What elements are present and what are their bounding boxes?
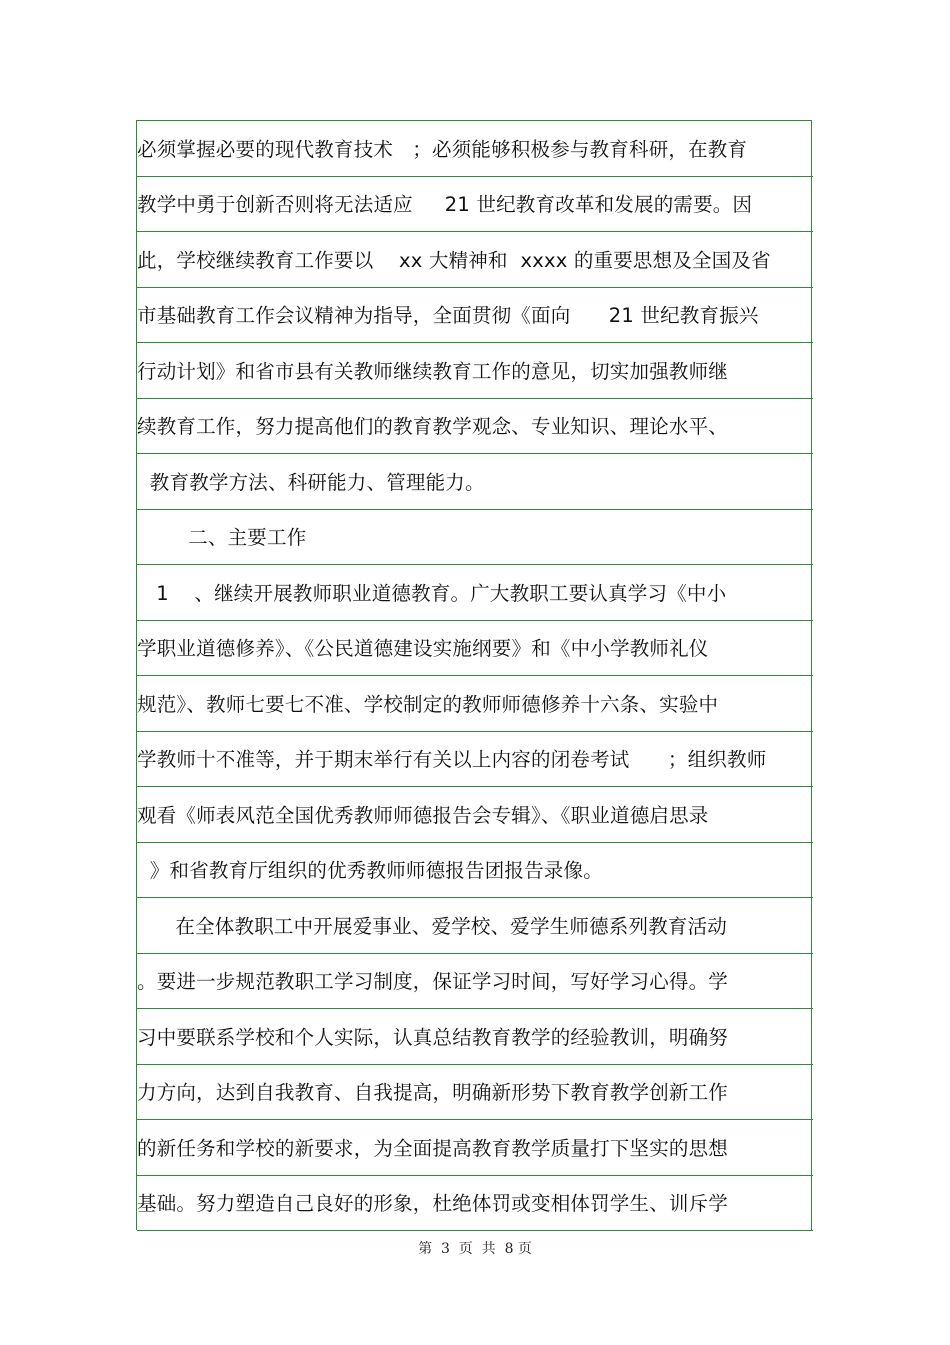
text-line-14 [137,843,813,899]
text-line-9 [137,565,813,621]
document-body [136,120,812,1230]
line-text: 习中要联系学校和个人实际，认真总结教育教学的经验教训，明确努 [137,1025,729,1049]
text-line-12 [137,732,813,788]
line-text: 学教师十不准等，并于期末举行有关以上内容的闭卷考试 ；组织教师 [137,748,767,771]
line-text: 必须掌握必要的现代教育技术 ；必须能够积极参与教育科研，在教育 [137,137,748,161]
text-line-16 [137,954,813,1010]
text-line-15 [137,898,813,954]
line-text: 行动计划》和省市县有关教师继续教育工作的意见，切实加强教师继 [137,359,729,383]
line-text: 在全体教职工中开展爱事业、爱学校、爱学生师德系列教育活动 [137,914,727,938]
text-line-7 [137,454,813,510]
page-number: 第 3 页 共 8 页 [418,1241,532,1257]
text-line-10 [137,621,813,677]
text-line-5 [137,343,813,399]
line-text: 市基础教育工作会议精神为指导，全面贯彻《面向 21 世纪教育振兴 [137,304,759,327]
text-line-1 [137,121,813,177]
section-heading [137,510,813,566]
text-line-18 [137,1065,813,1121]
line-text: 此，学校继续教育工作要以 xx 大精神和 xxxx 的重要思想及全国及省 [137,248,771,272]
line-text: 的新任务和学校的新要求，为全面提高教育教学质量打下坚实的思想 [137,1136,729,1160]
text-line-4 [137,288,813,344]
line-text: 1 、继续开展教师职业道德教育。广大教职工要认真学习《中小 [137,581,727,605]
line-text: 规范》、教师七要七不准、学校制定的教师师德修养十六条、实验中 [137,692,719,716]
line-text: 。要进一步规范教职工学习制度，保证学习时间，写好学习心得。学 [137,970,729,993]
line-text: 力方向，达到自我教育、自我提高，明确新形势下教育教学创新工作 [137,1081,729,1104]
text-line-6 [137,399,813,455]
text-line-13 [137,787,813,843]
line-text: 基础。努力塑造自己良好的形象，杜绝体罚或变相体罚学生、训斥学 [137,1192,729,1215]
text-line-19 [137,1120,813,1176]
text-line-17 [137,1009,813,1065]
line-text: 观看《师表风范全国优秀教师师德报告会专辑》、《职业道德启思录 [137,803,709,827]
text-line-2 [137,177,813,233]
line-text: 教学中勇于创新否则将无法适应 21 世纪教育改革和发展的需要。因 [137,193,753,216]
text-line-20 [137,1176,813,1232]
text-line-11 [137,676,813,732]
line-text: 教育教学方法、科研能力、管理能力。 [137,470,485,494]
line-text: 学职业道德修养》、《公民道德建设实施纲要》和《中小学教师礼仪 [137,637,709,660]
heading-text: 二、主要工作 [137,526,307,549]
text-line-3 [137,232,813,288]
line-text: 》和省教育厅组织的优秀教师师德报告团报告录像。 [137,859,603,882]
line-text: 续教育工作，努力提高他们的教育教学观念、专业知识、理论水平、 [137,415,729,438]
